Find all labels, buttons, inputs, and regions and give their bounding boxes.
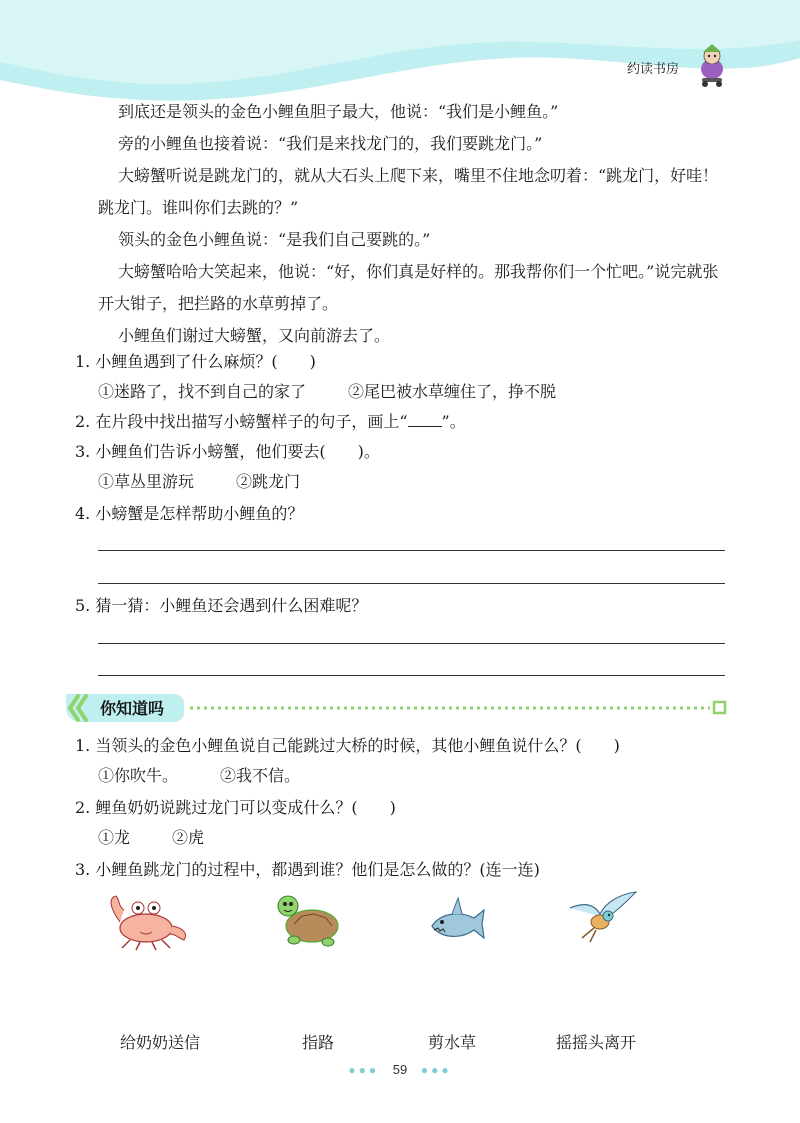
option-a[interactable]: ①你吹牛。 [98, 766, 179, 785]
story-paragraph: 大螃蟹听说是跳龙门的，就从大石头上爬下来，嘴里不住地念叨着：“跳龙门，好哇！跳龙门。谁叫你们去跳的？” [98, 166, 719, 217]
question-5: 5. 猜一猜：小鲤鱼还会遇到什么困难呢？ [75, 596, 368, 615]
question-2-text-end: ”。 [441, 412, 466, 431]
section-header [62, 690, 742, 726]
section-question-2-options [98, 824, 204, 852]
option-a[interactable]: ①龙 [98, 828, 131, 847]
question-4: 4. 小螃蟹是怎样帮助小鲤鱼的？ [75, 504, 304, 523]
story-paragraph: 大螃蟹哈哈大笑起来，他说：“好，你们真是好样的。那我帮你们一个忙吧。”说完就张开大钳子，把拦路的水草剪掉了。 [98, 262, 719, 313]
answer-line[interactable] [98, 643, 725, 644]
section-question-3: 3. 小鲤鱼跳龙门的过程中，都遇到谁？他们是怎么做的？(连一连) [75, 860, 540, 879]
question-1: 1. 小鲤鱼遇到了什么麻烦？( ) [75, 352, 316, 371]
decor-dots-right: ●●● [420, 1063, 452, 1077]
question-2 [75, 408, 466, 436]
option-a[interactable]: ①草丛里游玩 [98, 472, 195, 491]
option-b[interactable]: ②跳龙门 [236, 472, 301, 491]
option-b[interactable]: ②我不信。 [220, 766, 301, 785]
story-paragraph: 旁的小鲤鱼也接着说：“我们是来找龙门的，我们要跳龙门。” [118, 134, 543, 153]
match-label[interactable]: 剪水草 [428, 1033, 477, 1052]
section-question-1: 1. 当领头的金色小鲤鱼说自己能跳过大桥的时候，其他小鲤鱼说什么？( ) [75, 736, 620, 755]
question-3: 3. 小鲤鱼们告诉小螃蟹，他们要去( )。 [75, 442, 380, 461]
answer-line[interactable] [98, 550, 725, 551]
turtle-icon[interactable] [270, 888, 346, 952]
header-label: 约读书房 [627, 61, 680, 76]
answer-line[interactable] [98, 583, 725, 584]
question-2-text: 2. 在片段中找出描写小螃蟹样子的句子，画上“ [75, 412, 408, 431]
story-paragraph: 小鲤鱼们谢过大螃蟹，又向前游去了。 [118, 326, 391, 345]
cartoon-mascot-icon [694, 42, 730, 88]
question-3-options [98, 468, 300, 496]
option-a[interactable]: ①迷路了，找不到自己的家了 [98, 382, 307, 401]
underline-blank [408, 412, 442, 427]
story-paragraph: 到底还是领头的金色小鲤鱼胆子最大，他说：“我们是小鲤鱼。” [118, 102, 559, 121]
crab-icon[interactable] [100, 888, 192, 952]
answer-line[interactable] [98, 675, 725, 676]
page-number: 59 [392, 1062, 408, 1077]
bird-icon[interactable] [560, 888, 640, 950]
decor-dots-left: ●●● [348, 1063, 380, 1077]
match-label[interactable]: 给奶奶送信 [120, 1033, 201, 1052]
shark-icon[interactable] [426, 888, 488, 950]
question-1-options [98, 378, 556, 406]
section-question-1-options [98, 762, 300, 790]
section-question-2: 2. 鲤鱼奶奶说跳过龙门可以变成什么？( ) [75, 798, 396, 817]
page-number-row [0, 1062, 800, 1077]
match-label[interactable]: 摇摇头离开 [556, 1033, 637, 1052]
option-b[interactable]: ②尾巴被水草缠住了，挣不脱 [348, 382, 557, 401]
section-title: 你知道吗 [100, 701, 165, 718]
option-b[interactable]: ②虎 [172, 828, 205, 847]
header-wave [0, 0, 800, 110]
story-paragraph: 领头的金色小鲤鱼说：“是我们自己要跳的。” [118, 230, 431, 249]
match-label[interactable]: 指路 [302, 1033, 335, 1052]
